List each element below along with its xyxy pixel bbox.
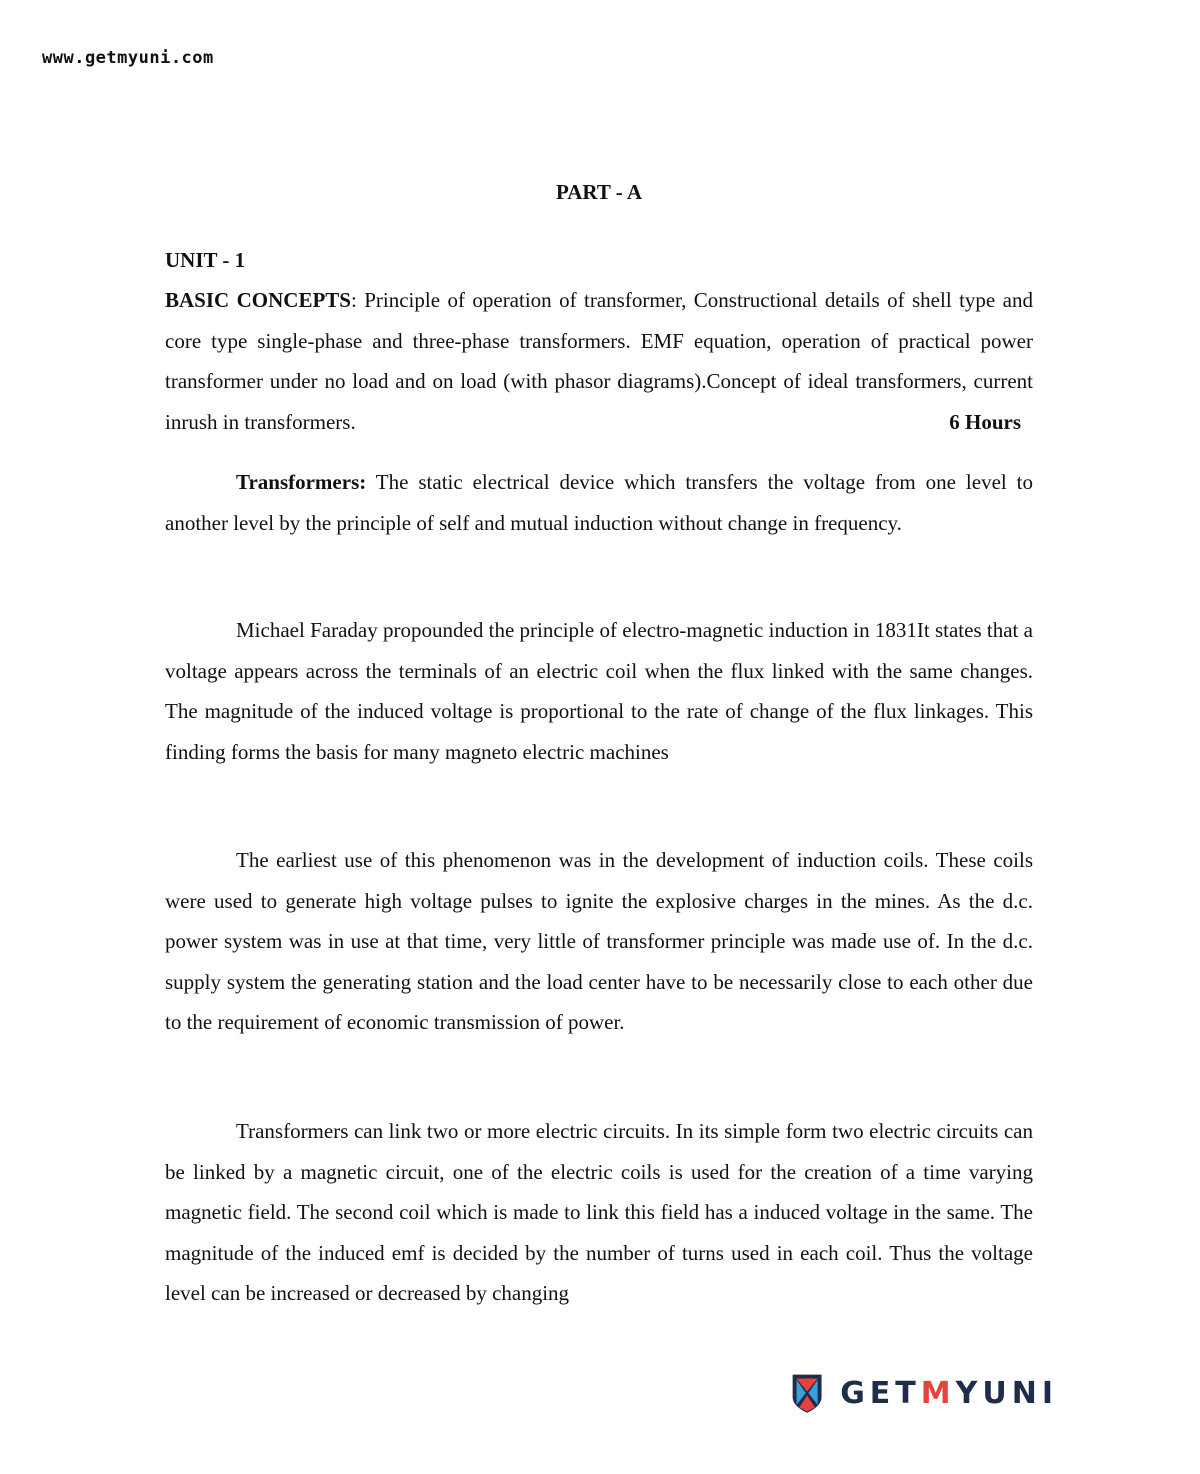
- part-title: PART - A: [556, 180, 642, 204]
- syllabus-label: BASIC CONCEPTS: [165, 288, 351, 312]
- unit-title: UNIT - 1: [165, 248, 246, 272]
- getmyuni-logo[interactable]: [786, 1358, 1058, 1428]
- paragraph-faraday: Michael Faraday propounded the principle of electro-magnetic induction in 1831It states that a voltage appears across the terminals of an electric coil when the flux linked with the same changes. The magnitude of the induced voltage is proportional to the rate of change of the flux linkages. This finding forms the basis for many magneto electric machines: [165, 618, 1033, 764]
- shield-logo-icon: [790, 1361, 824, 1425]
- definition-text: The static electrical device which transfers the voltage from one level to another level by the principle of self and mutual induction without change in frequency.: [165, 470, 1033, 535]
- site-url[interactable]: www.getmyuni.com: [42, 48, 214, 68]
- logo-wordmark: [840, 1376, 1058, 1411]
- hours-label: 6 Hours: [949, 409, 1021, 434]
- term-transformers: Transformers:: [236, 470, 367, 494]
- paragraph-link-circuits: Transformers can link two or more electric circuits. In its simple form two electric circuits can be linked by a magnetic circuit, one of the electric coils is used for the creation of a time varying magnetic field. The second coil which is made to link this field has a induced voltage in the same. The magnitude of the induced emf is decided by the number of turns used in each coil. Thus the voltage level can be increased or decreased by changing: [165, 1119, 1033, 1306]
- logo-text-m: M: [920, 1375, 956, 1411]
- paragraph-induction-coils: The earliest use of this phenomenon was in the development of induction coils. These coils were used to generate high voltage pulses to ignite the explosive charges in the mines. As the d.c. power system was in use at that time, very little of transformer principle was made use of. In the d.c. supply system the generating station and the load center have to be necessarily close to each other due to the requirement of economic transmission of power.: [165, 848, 1033, 1035]
- paragraph-transformers-definition: [165, 462, 1033, 543]
- syllabus-body: : Principle of operation of transformer, Constructional details of shell type and core type single-phase and three-phase transformers. EMF equation, operation of practical power transformer under no load and on load (with phasor diagrams).Concept of ideal transformers, current inrush in transformers.: [165, 288, 1033, 434]
- logo-text-get: GET: [840, 1375, 921, 1411]
- syllabus-text: [165, 280, 1033, 442]
- logo-text-yuni: YUNI: [955, 1375, 1058, 1411]
- unit-block: [165, 240, 1033, 442]
